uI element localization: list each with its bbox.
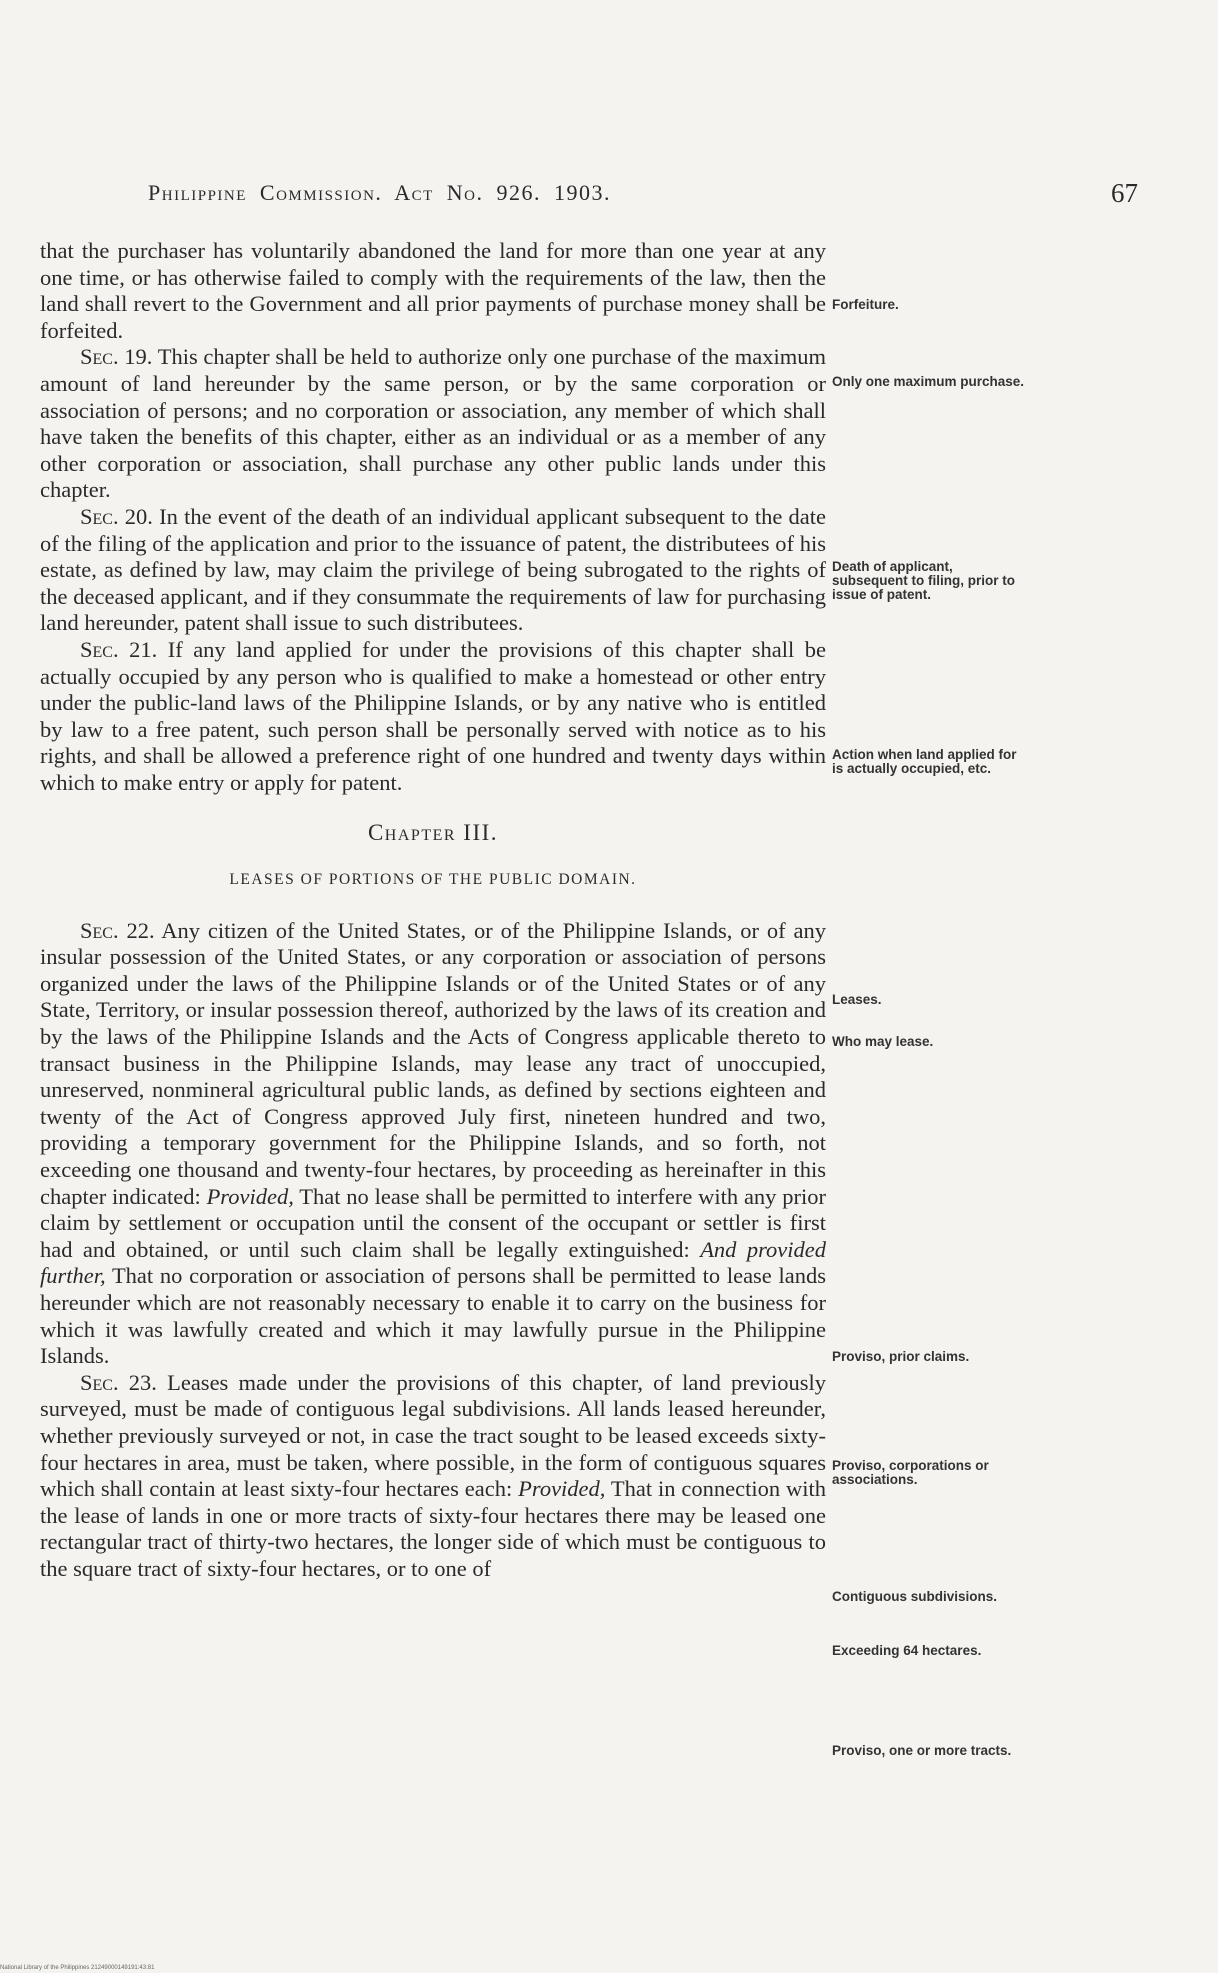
margin-note-proviso-prior: Proviso, prior claims. <box>832 1349 970 1364</box>
section-label: Sec. 22. <box>80 917 155 943</box>
page-number: 67 <box>1111 178 1138 208</box>
section-label: Sec. 19. <box>80 344 153 370</box>
section-label: Sec. 20. <box>80 503 153 529</box>
margin-note-proviso-corp: Proviso, corporations or associations. <box>832 1458 989 1487</box>
section-text: Leases made under the provisions of this chapter, of land previously surveyed, must be made of contiguous legal subdivisions. All lands leased hereunder, whether previously surveyed or not, in case the tract sought to be leased exceeds sixty-four hectares in area, must be taken, where possible, in the form of contiguous squares which shall contain at least sixty-four hectares each: <box>40 1369 827 1502</box>
scan-footer: National Library of the Philippines 21249000149191:43:81 <box>0 1965 155 1971</box>
section-text: That in connection with the lease of lands in one or more tracts of sixty-four hectares there may be leased one rectangular tract of thirty-two hectares, the longer side of which must be contiguous to the square tract of sixty-four hectares, or to one of <box>40 1476 826 1581</box>
margin-note-exceeding: Exceeding 64 hectares. <box>832 1643 982 1658</box>
section-21 <box>40 637 826 797</box>
section-23 <box>40 1370 826 1583</box>
margin-note-proviso-one: Proviso, one or more tracts. <box>832 1743 1012 1758</box>
section-text: This chapter shall be held to authorize only one purchase of the maximum amount of land hereunder by the same person, or by the same corporation or association of persons; and no corporation or association, any member of which shall have taken the benefits of this chapter, either as an individual or as a member of any other corporation or association, shall purchase any other public lands under this chapter. <box>40 344 826 503</box>
chapter-subheading: LEASES OF PORTIONS OF THE PUBLIC DOMAIN. <box>229 871 637 889</box>
proviso-italic: And provided further, <box>40 1236 827 1289</box>
margin-note-death: Death of applicant, subsequent to filing, prior to issue of patent. <box>832 559 1015 602</box>
section-text: That no lease shall be permitted to interfere with any prior claim by settlement or occupation until the consent of the occupant or settler is first had and obtained, or until such claim shall be legally extinguished: <box>40 1183 826 1262</box>
proviso-italic: Provided, <box>206 1183 294 1209</box>
section-text: Any citizen of the United States, or of the Philippine Islands, or of any insular possession of the United States, or any corporation or association of persons organized under the laws of the Philippine Islands or of the United States or of any State, Territory, or insular possession thereof, authorized by the laws of its creation and by the laws of the Philippine Islands and the Acts of Congress applicable thereto to transact business in the Philippine Islands, may lease any tract of unoccupied, unreserved, nonmineral agricultural public lands, as defined by sections eighteen and twenty of the Act of Congress approved July first, nineteen hundred and two, providing a temporary government for the Philippine Islands, and so forth, not exceeding one thousand and twenty-four hectares, by proceeding as hereinafter in this chapter indicated: <box>40 917 826 1209</box>
section-20 <box>40 504 826 637</box>
section-label: Sec. 21. <box>80 636 158 662</box>
margin-note-contiguous: Contiguous subdivisions. <box>832 1589 997 1604</box>
section-text: That no corporation or association of persons shall be permitted to lease lands hereunder which are not reasonably necessary to enable it to carry on the business for which it was lawfully created and which it may lawfully pursue in the Philippine Islands. <box>40 1263 826 1369</box>
section-text: In the event of the death of an individual applicant subsequent to the date of the filing of the application and prior to the issuance of patent, the distributees of his estate, as defined by law, may claim the privilege of being subrogated to the rights of the deceased applicant, and if they consummate the requirements of law for purchasing land hereunder, patent shall issue to such distributees. <box>40 503 826 636</box>
margin-note-action: Action when land applied for is actually occupied, etc. <box>832 747 1017 776</box>
section-label: Sec. 23. <box>80 1369 157 1395</box>
section-22 <box>40 918 826 1370</box>
body-text <box>40 238 826 1583</box>
chapter-heading: Chapter III. <box>367 820 499 846</box>
section-19 <box>40 344 826 504</box>
section-text: If any land applied for under the provisions of this chapter shall be actually occupied by any person who is qualified to make a homestead or other entry under the public-land laws of the Philippine Islands, or by any native who is entitled by law to a free patent, such person shall be personally served with notice as to his rights, and shall be allowed a preference right of one hundred and twenty days within which to make entry or apply for patent. <box>40 636 826 795</box>
proviso-italic: Provided, <box>518 1476 606 1502</box>
page-header <box>148 180 1138 210</box>
margin-note-only-one: Only one maximum purchase. <box>832 374 1025 389</box>
margin-note-forfeiture: Forfeiture. <box>832 297 899 312</box>
margin-note-who-may-lease: Who may lease. <box>832 1034 934 1049</box>
running-title: Philippine Commission. Act No. 926. 1903. <box>148 180 611 205</box>
paragraph-continuation: that the purchaser has voluntarily abandoned the land for more than one year at any one time, or has otherwise failed to comply with the requirements of the law, then the land shall revert to the Government and all prior payments of purchase money shall be forfeited. <box>40 238 826 343</box>
margin-note-leases: Leases. <box>832 992 882 1007</box>
